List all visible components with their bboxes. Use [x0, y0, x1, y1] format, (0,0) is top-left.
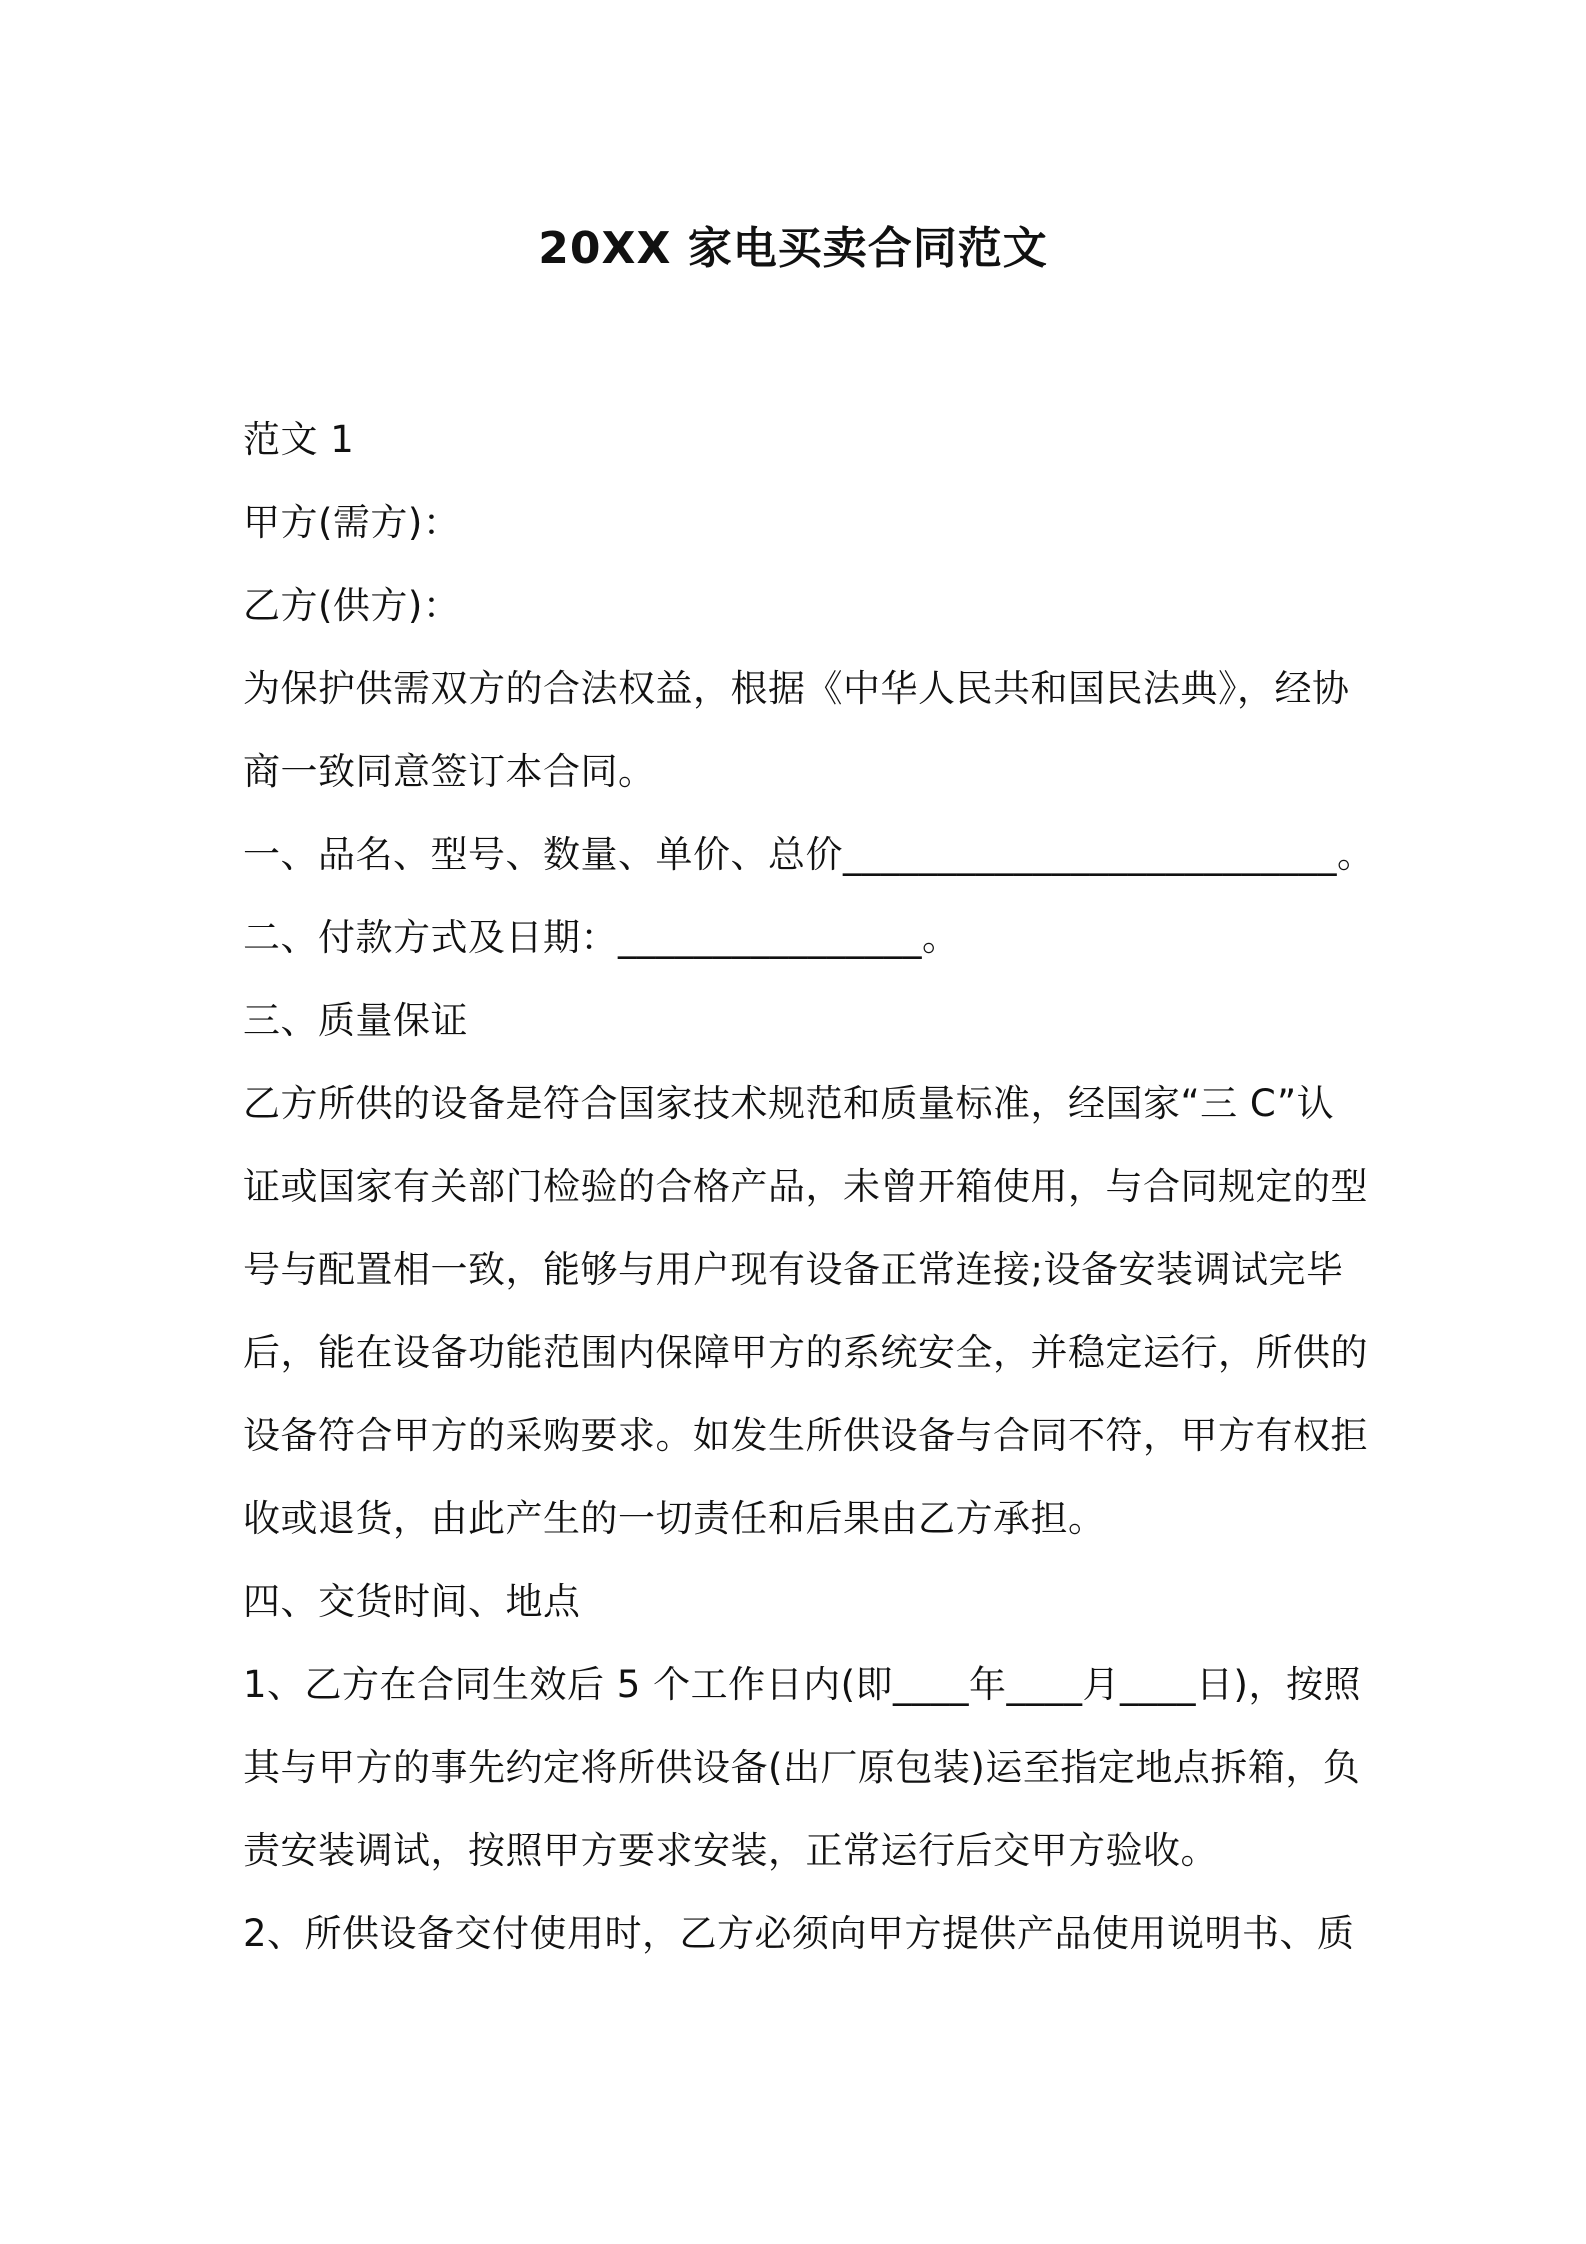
- preamble-line-1: 为保护供需双方的合法权益，根据《中华人民共和国民法典》，经协: [243, 667, 1350, 710]
- quality-paragraph-line-2: 证或国家有关部门检验的合格产品，未曾开箱使用，与合同规定的型: [243, 1165, 1368, 1208]
- document-title: 20XX 家电买卖合同范文: [538, 223, 1048, 274]
- quality-paragraph-line-5: 设备符合甲方的采购要求。如发生所供设备与合同不符，甲方有权拒: [243, 1414, 1368, 1457]
- clause-2-line: 二、付款方式及日期：________________。: [243, 916, 960, 959]
- delivery-item-1-line-3: 责安装调试，按照甲方要求安装，正常运行后交甲方验收。: [243, 1829, 1218, 1872]
- document-body: [243, 398, 1375, 1975]
- clause-4-heading: 四、交货时间、地点: [243, 1580, 581, 1623]
- party-b-line: 乙方(供方)：: [243, 584, 461, 627]
- delivery-item-2-line-1: 2、所供设备交付使用时，乙方必须向甲方提供产品使用说明书、质: [243, 1912, 1355, 1955]
- quality-paragraph-line-4: 后，能在设备功能范围内保障甲方的系统安全，并稳定运行，所供的: [243, 1331, 1368, 1374]
- quality-paragraph-line-3: 号与配置相一致，能够与用户现有设备正常连接;设备安装调试完毕: [243, 1248, 1344, 1291]
- sample-heading: 范文 1: [243, 418, 355, 461]
- clause-3-heading: 三、质量保证: [243, 999, 468, 1042]
- preamble-line-2: 商一致同意签订本合同。: [243, 750, 656, 793]
- clause-1-line: 一、品名、型号、数量、单价、总价__________________________。: [243, 833, 1375, 876]
- delivery-item-1-line-1: 1、乙方在合同生效后 5 个工作日内(即____年____月____日)，按照: [243, 1663, 1361, 1706]
- delivery-item-1-line-2: 其与甲方的事先约定将所供设备(出厂原包装)运至指定地点拆箱，负: [243, 1746, 1361, 1789]
- quality-paragraph-line-1: 乙方所供的设备是符合国家技术规范和质量标准，经国家“三 C”认: [243, 1082, 1335, 1125]
- party-a-line: 甲方(需方)：: [243, 501, 461, 544]
- quality-paragraph-line-6: 收或退货，由此产生的一切责任和后果由乙方承担。: [243, 1497, 1106, 1540]
